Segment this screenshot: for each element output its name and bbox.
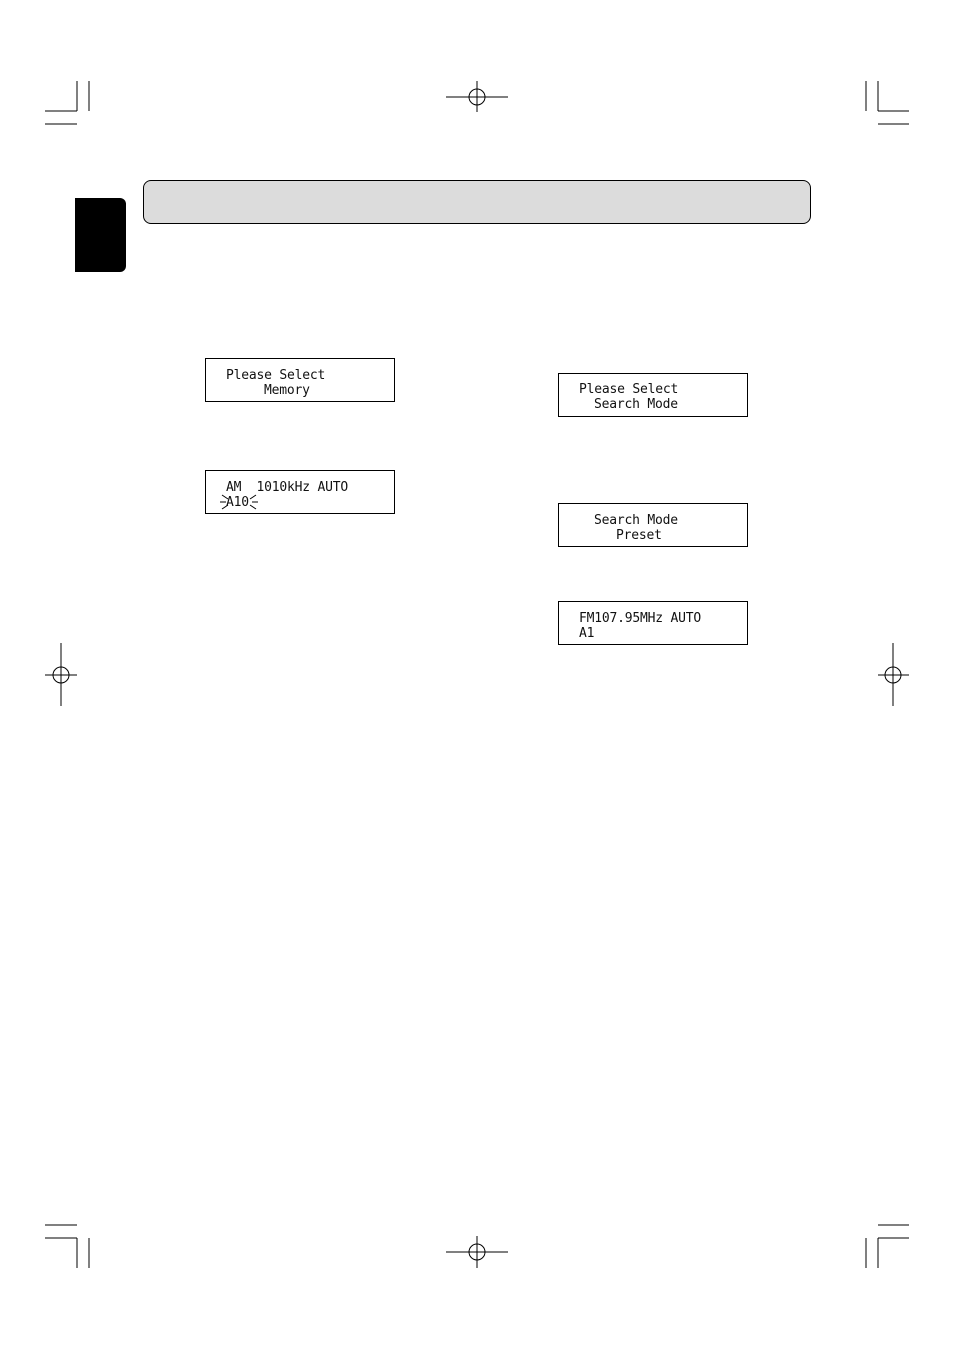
display-am-frequency bbox=[205, 470, 395, 514]
display-line-2: Search Mode bbox=[594, 397, 678, 412]
display-line-1: Please Select bbox=[579, 382, 679, 397]
display-line-1: Search Mode bbox=[594, 513, 678, 528]
display-line-1: Please Select bbox=[226, 368, 326, 383]
display-please-select-memory bbox=[205, 358, 395, 402]
display-fm-frequency bbox=[558, 601, 748, 645]
section-header-bar bbox=[143, 180, 811, 224]
blink-indicator-icon bbox=[220, 493, 260, 513]
display-line-2: A10 bbox=[226, 495, 249, 510]
display-search-mode-preset bbox=[558, 503, 748, 547]
section-tab bbox=[75, 198, 126, 272]
display-line-1: AM 1010kHz AUTO bbox=[226, 480, 349, 495]
display-please-select-search-mode bbox=[558, 373, 748, 417]
display-line-2: Memory bbox=[264, 383, 310, 398]
display-line-1: FM107.95MHz AUTO bbox=[579, 611, 702, 626]
display-line-2: A1 bbox=[579, 626, 595, 641]
display-line-2: Preset bbox=[616, 528, 662, 543]
